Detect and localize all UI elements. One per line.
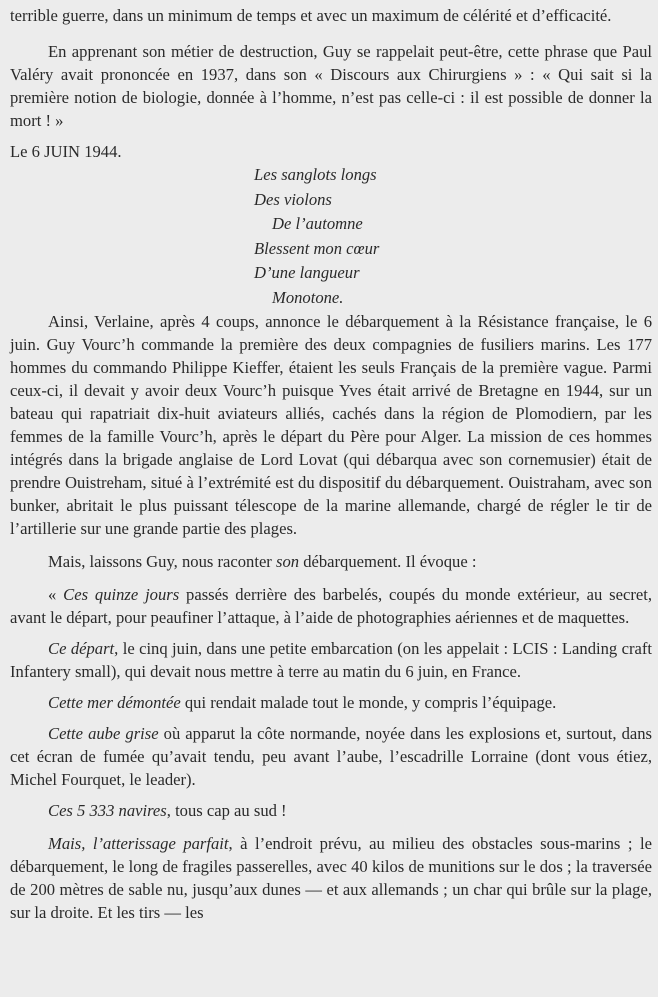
emphasis-text: Ces 5 333 navires <box>48 801 167 820</box>
text-span: , le cinq juin, dans une petite embarcation (on les appelait : LCIS : Landing craft Infantery small), qui devait nous mettre à terre au matin du 6 juin, en France. <box>10 639 652 681</box>
text-span: Mais, laissons Guy, nous raconter <box>48 552 276 571</box>
paragraph-guy-intro <box>10 550 652 573</box>
paragraph-aube-grise <box>10 722 652 791</box>
emphasis-text: Cette mer démontée <box>48 693 181 712</box>
text-span: débarquement. Il évoque : <box>299 552 477 571</box>
text-span: , à l’endroit prévu, au milieu des obstacles sous-marins ; le débarquement, le long de fragiles passerelles, avec 40 kilos de munitions sur le dos ; la traversée de 200 mètres de sable nu, jusqu’aux dunes — et aux allemands ; un char qui brûle sur la plage, sur la droite. Et les tirs — les <box>10 834 652 922</box>
emphasis-text: Mais, l’atterissage parfait <box>48 834 229 853</box>
paragraph-atterissage <box>10 832 652 924</box>
text-span: où apparut la côte normande, noyée dans les explosions et, surtout, dans cet écran de fumée qu’avait tendu, peu avant l’aube, l’escadrille Lorraine (dont vous étiez, Michel Fourquet, le leader). <box>10 724 653 789</box>
text-span: , tous cap au sud ! <box>166 801 287 820</box>
emphasis-text: Ces quinze jours <box>63 585 180 604</box>
paragraph-intro: terrible guerre, dans un minimum de temps et avec un maximum de célérité et d’efficacité. <box>10 6 612 25</box>
poem-line: Monotone. <box>272 287 344 307</box>
poem-line: De l’automne <box>272 214 363 233</box>
text-span: qui rendait malade tout le monde, y compris l’équipage. <box>180 693 557 712</box>
text-span: « <box>48 585 64 604</box>
poem-line: Des violons <box>254 189 332 209</box>
verlaine-poem <box>0 163 658 310</box>
paragraph-verlaine-landing: Ainsi, Verlaine, après 4 coups, annonce le débarquement à la Résistance française, le 6 juin. Guy Vourc’h commande la première des deux compagnies de fusiliers marins. Les 177 hommes du commando Philippe Kieffer, étaient les seuls Français de la première vague. Parmi ceux-ci, il devait y avoir deux Vourc’h puisque Yves était arrivé de Bretagne en 1944, sur un bateau qui rapatriait dix-huit aviateurs alliés, cachés dans la région de Plomodiern, par les femmes de la famille Vourc’h, après le départ du Père pour Alger. La mission de ces hommes intégrés dans la brigade anglaise de Lord Lovat (qui débarqua avec son cornemusier) était de prendre Ouistreham, situé à l’extrémité est du dispositif du débarquement. Ouistraham, avec son bunker, abritait le plus puissant télescope de la marine allemande, chargé de régler le tir de l’artillerie sur une grande partie des plages. <box>10 312 652 538</box>
poem-line: D’une langueur <box>254 263 360 282</box>
paragraph-mer-demontee <box>10 691 652 714</box>
poem-line: Blessent mon cœur <box>254 238 380 258</box>
paragraph-quinze-jours <box>10 583 652 629</box>
paragraph-valery-quote: En apprenant son métier de destruction, Guy se rappelait peut-être, cette phrase que Paul Valéry avait prononcée en 1937, dans son « Discours aux Chirurgiens » : « Qui sait si la première notion de biologie, donnée à l’homme, n’est pas celle-ci : il est possible de donner la mort ! » <box>10 42 652 130</box>
emphasis-text: Cette aube grise <box>48 724 159 743</box>
emphasis-text: Ce départ <box>48 639 115 658</box>
date-heading: Le 6 JUIN 1944. <box>10 142 122 161</box>
emphasis-son: son <box>275 552 300 571</box>
paragraph-depart <box>10 637 652 683</box>
paragraph-navires <box>10 799 652 822</box>
text-span: passés derrière des barbelés, coupés du monde extérieur, au secret, avant le départ, pour peaufiner l’attaque, à l’aide de photographies aériennes et de maquettes. <box>10 585 653 627</box>
poem-line: Les sanglots longs <box>254 165 377 184</box>
